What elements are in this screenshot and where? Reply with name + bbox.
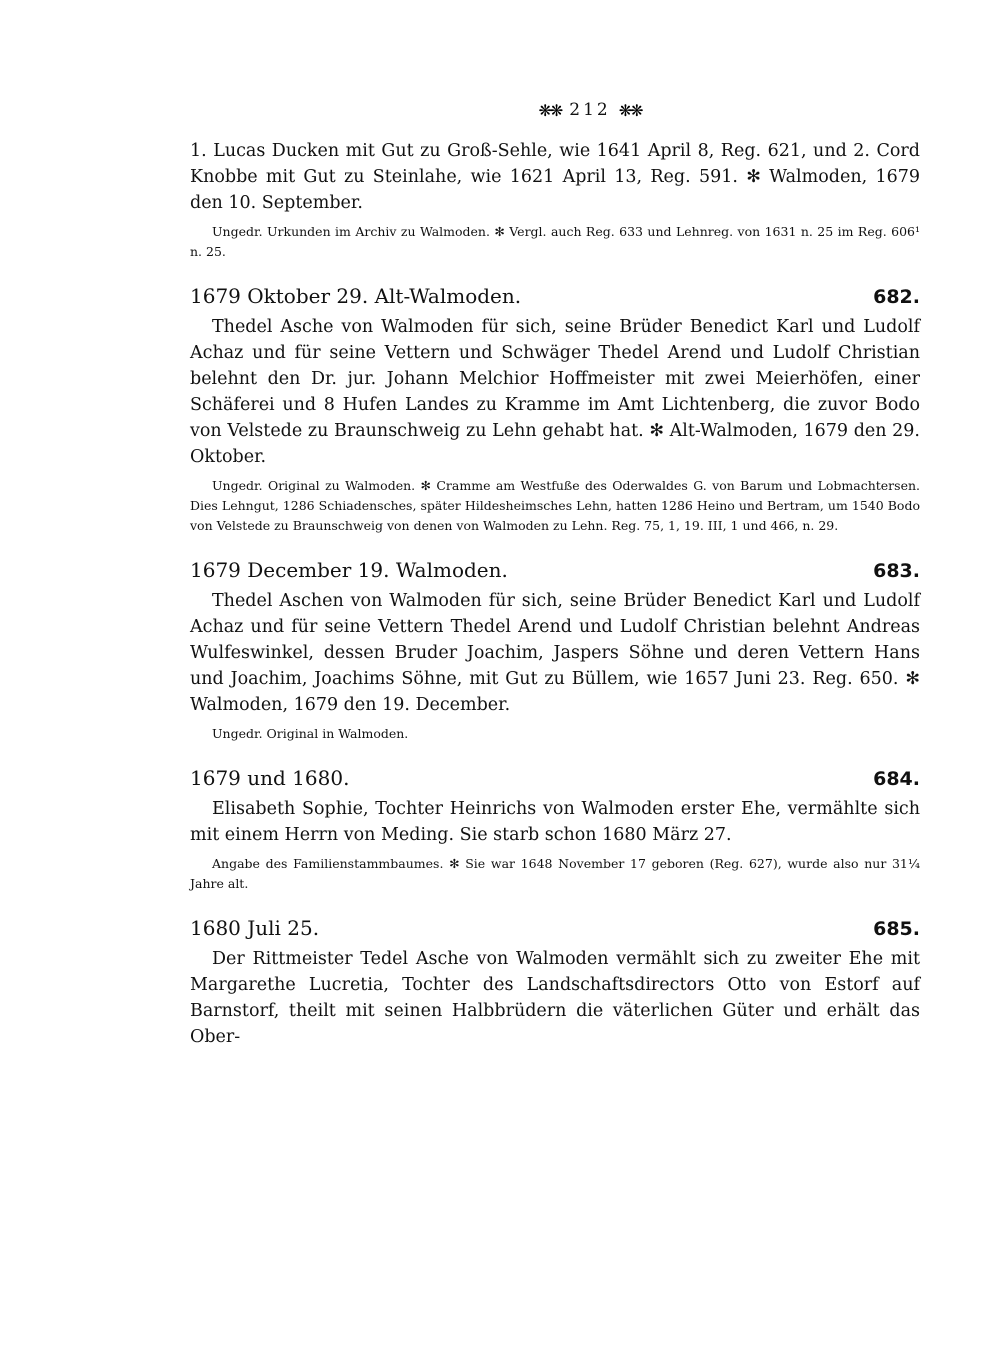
intro-continuation	[190, 138, 920, 262]
entry-note: Ungedr. Original zu Walmoden. ✻ Cramme am Westfuße des Oderwaldes G. von Barum und Lobmachtersen. Dies Lehngut, 1286 Schiadensches, später Hildesheimsches Lehn, hatten 1286 Heino und Bertram, um 1540 Bodo von Velstede zu Braunschweig von denen von Walmoden zu Lehn. Reg. 75, 1, 19. III, 1 und 466, n. 29.	[190, 478, 920, 533]
page-header	[260, 100, 920, 120]
entry-685	[190, 916, 920, 1050]
document-page	[190, 100, 920, 1050]
ornament-right-icon: ❋❋	[618, 100, 642, 120]
ornament-left-icon: ❋❋	[538, 100, 562, 120]
entry-heading	[190, 284, 920, 308]
entry-date: 1679 December 19. Walmoden.	[190, 558, 508, 582]
entry-note: Ungedr. Original in Walmoden.	[212, 726, 409, 741]
entry-heading	[190, 766, 920, 790]
entry-number: 682.	[873, 286, 920, 308]
entry-date: 1679 und 1680.	[190, 766, 350, 790]
intro-text: 1. Lucas Ducken mit Gut zu Groß-Sehle, wie 1641 April 8, Reg. 621, und 2. Cord Knobbe mit Gut zu Steinlahe, wie 1621 April 13, Reg. 591. ✻ Walmoden, 1679 den 10. September.	[190, 141, 920, 213]
entry-683	[190, 558, 920, 744]
entry-682	[190, 284, 920, 536]
entry-number: 685.	[873, 918, 920, 940]
entry-684	[190, 766, 920, 894]
entry-heading	[190, 558, 920, 582]
entry-text: Thedel Aschen von Walmoden für sich, seine Brüder Benedict Karl und Ludolf Achaz und für seine Vettern Thedel Arend und Ludolf Christian belehnt Andreas Wulfeswinkel, dessen Bruder Joachim, Jaspers Söhne und deren Vettern Hans und Joachim, Joachims Söhne, mit Gut zu Büllem, wie 1657 Juni 23. Reg. 650. ✻ Walmoden, 1679 den 19. December.	[190, 591, 920, 715]
entry-date: 1680 Juli 25.	[190, 916, 320, 940]
entry-note: Angabe des Familienstammbaumes. ✻ Sie war 1648 November 17 geboren (Reg. 627), wurde also nur 31¼ Jahre alt.	[190, 856, 920, 891]
entry-date: 1679 Oktober 29. Alt-Walmoden.	[190, 284, 522, 308]
entry-text: Der Rittmeister Tedel Asche von Walmoden vermählt sich zu zweiter Ehe mit Margarethe Lucretia, Tochter des Landschaftsdirectors Otto von Estorf auf Barnstorf, theilt mit seinen Halbbrüdern die väterlichen Güter und erhält das Ober-	[190, 949, 920, 1047]
entry-number: 684.	[873, 768, 920, 790]
entry-text: Elisabeth Sophie, Tochter Heinrichs von Walmoden erster Ehe, vermählte sich mit einem Herrn von Meding. Sie starb schon 1680 März 27.	[190, 799, 920, 845]
entry-number: 683.	[873, 560, 920, 582]
entry-text: Thedel Asche von Walmoden für sich, seine Brüder Benedict Karl und Ludolf Achaz und für seine Vettern und Schwäger Thedel Arend und Ludolf Christian belehnt den Dr. jur. Johann Melchior Hoffmeister mit zwei Meierhöfen, einer Schäferei und 8 Hufen Landes zu Kramme im Amt Lichtenberg, die zuvor Bodo von Velstede zu Braunschweig zu Lehn gehabt hat. ✻ Alt-Walmoden, 1679 den 29. Oktober.	[190, 317, 920, 467]
entry-heading	[190, 916, 920, 940]
page-number: 212	[569, 100, 611, 120]
intro-note: Ungedr. Urkunden im Archiv zu Walmoden. ✻ Vergl. auch Reg. 633 und Lehnreg. von 1631 n. 25 im Reg. 606¹ n. 25.	[190, 224, 920, 259]
